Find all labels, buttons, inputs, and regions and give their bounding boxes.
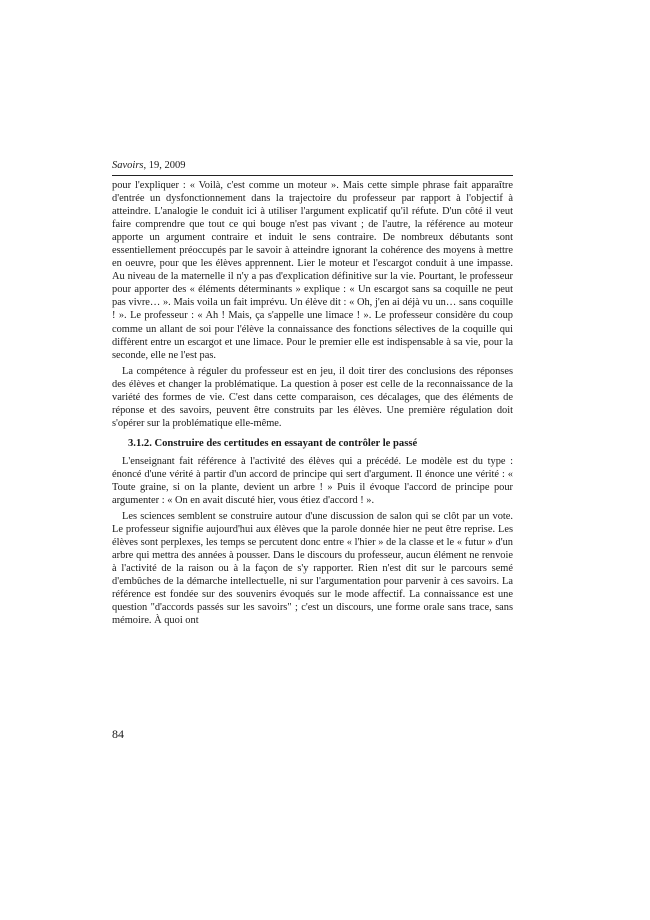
journal-issue: , 19, 2009 [143,160,186,171]
running-header [112,159,513,176]
journal-title: Savoirs [112,160,144,171]
article-body [112,179,513,628]
paragraph: La compétence à réguler du professeur est en jeu, il doit tirer des conclusions des réponses des élèves et changer la problématique. La question à poser est celle de la reconnaissance de la variété des formes de vie. C'est dans cette comparaison, ces décalages, que des éléments de réponse et des savoirs, peuvent être construits par les élèves. Une première régulation doit s'opérer sur la problématique elle-même. [112,365,513,429]
page-content [112,159,513,628]
page-number: 84 [112,727,124,741]
paragraph: L'enseignant fait référence à l'activité des élèves qui a précédé. Le modèle est du type : énoncé d'une vérité à partir d'un accord de principe qui sert d'argument. Il énonce une vérité : « Toute graine, si on la plante, devient un arbre ! » Puis il évoque l'accord de principe pour argumenter : « On en avait discuté hier, vous étiez d'accord ! ». [112,455,513,507]
paragraph: Les sciences semblent se construire autour d'une discussion de salon qui se clôt par un vote. Le professeur signifie aujourd'hui aux élèves que la parole donnée hier ne peut être reprise. Les élèves sont perplexes, les temps se percutent donc entre « l'hier » de la classe et le « futur » d'un arbre qui mettra des années à pousser. Dans le discours du professeur, aucun élément ne renvoie à l'activité de la raison ou à la façon de s'y rapporter. Rien n'est dit sur le parcours semé d'embûches de la démarche intellectuelle, ni sur l'argumentation pour parvenir à ces savoirs. La référence est fondée sur des souvenirs évoqués sur le mode affectif. La connaissance est une question "d'accords passés sur les savoirs" ; c'est un discours, une forme orale sans trace, sans mémoire. À quoi ont [112,511,513,627]
paragraph: pour l'expliquer : « Voilà, c'est comme un moteur ». Mais cette simple phrase fait apparaître d'entrée un dysfonctionnement dans la trajectoire du professeur par rapport à l'objectif à atteindre. L'analogie le conduit ici à utiliser l'argument explicatif qu'il réfute. D'un côté il veut faire comprendre que tout ce qui bouge n'est pas vivant ; de l'autre, la référence au moteur apporte un argument contraire et induit le sens contraire. De nombreux débutants sont essentiellement préoccupés par le savoir à atteindre ignorant la cohérence des moyens à mettre en oeuvre, pour que les élèves apprennent. Lier le moteur et l'escargot conduit à une impasse. Au niveau de la maternelle il n'y a pas d'explication définitive sur la vie. Pourtant, le professeur pour apporter des « éléments déterminants » explique : « Un escargot sans sa coquille ne peut pas vivre… ». Mais voila un fait imprévu. Un élève dit : « Oh, j'en ai déjà vu un… sans coquille ! ». Le professeur : « Ah ! Mais, ça s'appelle une limace ! ». Le professeur considère du coup comme un allant de soi pour l'élève la connaissance des fonctions sélectives de la coquille qui diffèrent entre un escargot et une limace. Pour le premier elle est indispensable à sa vie, pour la seconde, elle ne l'est pas. [112,180,513,361]
section-heading: 3.1.2. Construire des certitudes en essayant de contrôler le passé [128,437,418,449]
